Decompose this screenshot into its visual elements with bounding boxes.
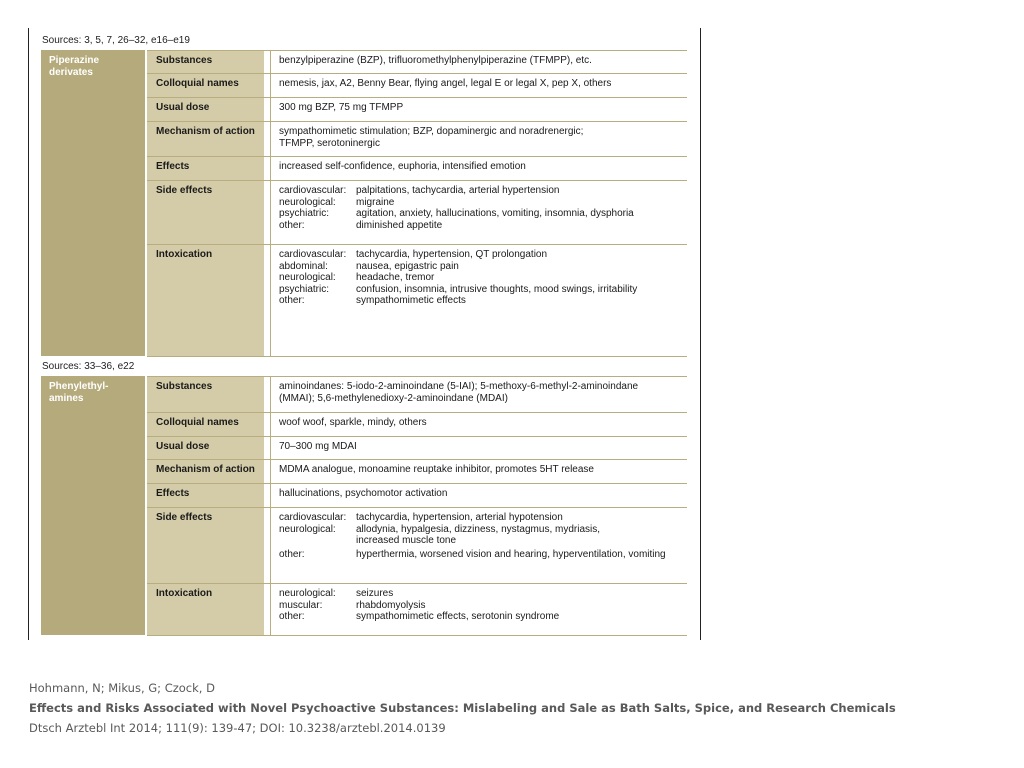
value-line: [279, 549, 679, 561]
sources-line: Sources: 3, 5, 7, 26–32, e16–e19: [42, 35, 190, 46]
category-label: Piperazine derivates: [41, 50, 145, 356]
finding: hyperthermia, worsened vision and hearing, hyperventilation, vomiting: [356, 548, 666, 560]
organ-system: muscular:: [279, 599, 323, 611]
table-row: [147, 436, 687, 460]
finding: sympathomimetic effects: [356, 295, 466, 306]
value-line: [279, 535, 679, 547]
row-value: nemesis, jax, A2, Benny Bear, flying angel, legal E or legal X, pep X, others: [270, 74, 687, 98]
finding: seizures: [356, 588, 394, 599]
sources-line: Sources: 33–36, e22: [42, 361, 135, 372]
citation-authors: Hohmann, N; Mikus, G; Czock, D: [29, 681, 215, 695]
row-label: Intoxication: [156, 249, 213, 260]
organ-system: other:: [279, 295, 305, 306]
table-section: [41, 376, 687, 635]
table-row: [147, 376, 687, 413]
organ-system: neurological:: [279, 272, 336, 283]
value-line: [279, 208, 679, 220]
finding: increased muscle tone: [356, 535, 457, 546]
citation-journal: Dtsch Arztebl Int 2014; 111(9): 139-47; DOI: 10.3238/arztebl.2014.0139: [29, 721, 446, 735]
value-line: [279, 197, 679, 209]
organ-system: neurological:: [279, 588, 336, 599]
row-label: Usual dose: [156, 102, 210, 113]
value-line: (MMAI); 5,6-methylenedioxy-2-aminoindane (MDAI): [279, 392, 508, 404]
row-value: [270, 122, 687, 157]
row-value: benzylpiperazine (BZP), trifluoromethylphenylpiperazine (TFMPP), etc.: [270, 51, 687, 74]
value-line: [279, 512, 679, 524]
row-value: MDMA analogue, monoamine reuptake inhibitor, promotes 5HT release: [270, 460, 687, 484]
value-line: TFMPP, serotoninergic: [279, 137, 380, 149]
finding: tachycardia, hypertension, arterial hypotension: [356, 512, 563, 523]
organ-system: cardiovascular:: [279, 249, 347, 260]
finding: tachycardia, hypertension, QT prolongation: [356, 249, 548, 260]
organ-system: cardiovascular:: [279, 512, 347, 523]
table-row: [147, 483, 687, 508]
table-row: [147, 583, 687, 636]
finding: confusion, insomnia, intrusive thoughts, mood swings, irritability: [356, 283, 638, 295]
table-row: [147, 244, 687, 357]
finding: agitation, anxiety, hallucinations, vomiting, insomnia, dysphoria: [356, 208, 634, 219]
table-row: [147, 50, 687, 74]
row-value: [270, 181, 687, 245]
row-label: Mechanism of action: [156, 464, 255, 475]
category-label: Phenylethyl-amines: [41, 376, 145, 635]
row-label: Colloquial names: [156, 78, 239, 89]
finding: rhabdomyolysis: [356, 599, 426, 611]
organ-system: psychiatric:: [279, 283, 330, 295]
row-label: Effects: [156, 488, 190, 499]
row-value: hallucinations, psychomotor activation: [270, 484, 687, 508]
row-value: [270, 508, 687, 584]
row-label: Substances: [156, 55, 213, 66]
table-row: [147, 121, 687, 157]
organ-system: cardiovascular:: [279, 185, 347, 196]
table-row: [147, 97, 687, 122]
row-label: Usual dose: [156, 441, 210, 452]
row-value: [270, 377, 687, 413]
value-line: sympathomimetic stimulation; BZP, dopaminergic and noradrenergic;: [279, 126, 584, 137]
organ-system: neurological:: [279, 523, 336, 535]
citation-title: Effects and Risks Associated with Novel Psychoactive Substances: Mislabeling and Sale as Bath Salts, Spice, and Research Chemicals: [29, 701, 896, 715]
value-line: [279, 611, 679, 623]
value-line: aminoindanes: 5-iodo-2-aminoindane (5-IAI); 5-methoxy-6-methyl-2-aminoindane: [279, 381, 639, 392]
row-value: [270, 245, 687, 356]
row-label: Colloquial names: [156, 417, 239, 428]
finding: headache, tremor: [356, 272, 435, 283]
value-line: [279, 220, 679, 232]
finding: allodynia, hypalgesia, dizziness, nystagmus, mydriasis,: [356, 523, 600, 535]
row-value: increased self-confidence, euphoria, intensified emotion: [270, 157, 687, 181]
finding: diminished appetite: [356, 219, 443, 231]
table-section: [41, 50, 687, 356]
finding: sympathomimetic effects, serotonin syndrome: [356, 611, 560, 622]
row-label: Effects: [156, 161, 190, 172]
value-line: [279, 261, 679, 273]
value-line: [279, 185, 679, 197]
table-row: [147, 156, 687, 181]
table-row: [147, 507, 687, 584]
organ-system: other:: [279, 219, 305, 231]
organ-system: other:: [279, 611, 305, 622]
row-label: Side effects: [156, 512, 213, 523]
value-line: [279, 524, 679, 536]
value-line: [279, 588, 679, 600]
value-line: [279, 284, 679, 296]
table-row: [147, 73, 687, 98]
value-line: [279, 272, 679, 284]
row-label: Mechanism of action: [156, 126, 255, 137]
table-row: [147, 180, 687, 245]
row-label: Substances: [156, 381, 213, 392]
row-value: [270, 584, 687, 635]
value-line: [279, 249, 679, 261]
row-value: 300 mg BZP, 75 mg TFMPP: [270, 98, 687, 122]
finding: nausea, epigastric pain: [356, 260, 459, 272]
organ-system: neurological:: [279, 196, 336, 208]
table-figure: [28, 28, 701, 640]
organ-system: [279, 535, 356, 547]
value-line: [279, 295, 679, 307]
finding: migraine: [356, 196, 395, 208]
row-label: Intoxication: [156, 588, 213, 599]
organ-system: psychiatric:: [279, 208, 330, 219]
organ-system: other:: [279, 548, 305, 560]
organ-system: abdominal:: [279, 260, 328, 272]
row-value: woof woof, sparkle, mindy, others: [270, 413, 687, 437]
value-line: [279, 600, 679, 612]
row-value: 70–300 mg MDAI: [270, 437, 687, 460]
row-label: Side effects: [156, 185, 213, 196]
finding: palpitations, tachycardia, arterial hypertension: [356, 185, 560, 196]
table-row: [147, 459, 687, 484]
citation: [29, 678, 896, 738]
table-row: [147, 412, 687, 437]
